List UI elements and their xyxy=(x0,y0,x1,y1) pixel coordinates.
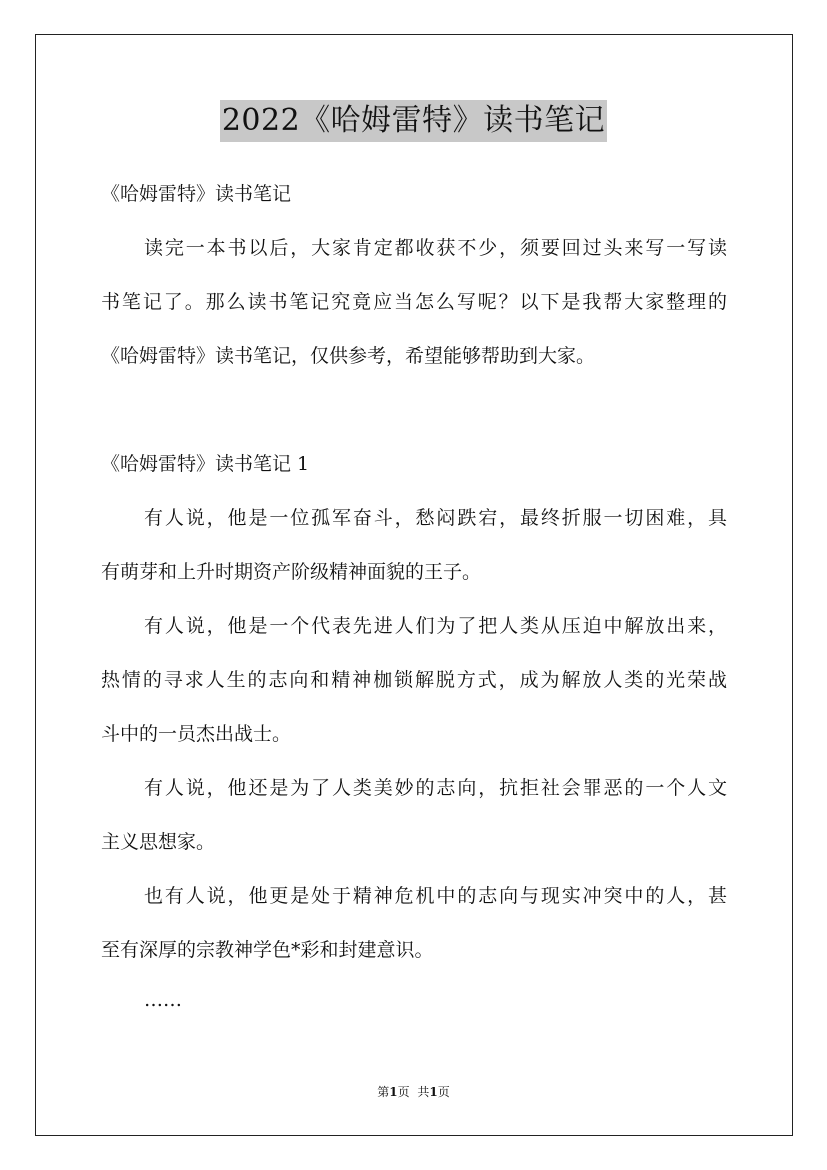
footer-page-number: 1 xyxy=(389,1085,398,1099)
intro-line: 《哈姆雷特》读书笔记，仅供参考，希望能够帮助到大家。 xyxy=(101,345,596,367)
page-footer xyxy=(0,1084,827,1100)
document-title-container xyxy=(0,100,827,142)
footer-total-suffix: 页 xyxy=(437,1085,450,1099)
footer-page-prefix: 第 xyxy=(377,1085,390,1099)
paragraph-line: 斗中的一员杰出战士。 xyxy=(101,723,292,745)
section-heading: 《哈姆雷特》读书笔记 1 xyxy=(101,453,310,475)
footer-page-suffix: 页 xyxy=(397,1085,410,1099)
intro-line: 书笔记了。那么读书笔记究竟应当怎么写呢？以下是我帮大家整理的 xyxy=(101,291,727,313)
paragraph-line: 主义思想家。 xyxy=(101,831,216,853)
paragraph-line: 有萌芽和上升时期资产阶级精神面貌的王子。 xyxy=(101,561,482,583)
intro-line: 读完一本书以后，大家肯定都收获不少，须要回过头来写一写读 xyxy=(144,237,727,259)
paragraph-line: 也有人说，他更是处于精神危机中的志向与现实冲突中的人，甚 xyxy=(144,885,727,907)
document-title: 2022《哈姆雷特》读书笔记 xyxy=(220,100,607,142)
paragraph-line: 至有深厚的宗教神学色*彩和封建意识。 xyxy=(101,939,434,961)
paragraph-line: 有人说，他还是为了人类美妙的志向，抗拒社会罪恶的一个人文 xyxy=(144,777,727,799)
ellipsis: …… xyxy=(144,989,182,1011)
document-subtitle: 《哈姆雷特》读书笔记 xyxy=(101,183,292,205)
paragraph-line: 有人说，他是一个代表先进人们为了把人类从压迫中解放出来， xyxy=(144,615,727,637)
footer-total-prefix: 共 xyxy=(417,1085,430,1099)
paragraph-line: 热情的寻求人生的志向和精神枷锁解脱方式，成为解放人类的光荣战 xyxy=(101,669,727,691)
paragraph-line: 有人说，他是一位孤军奋斗，愁闷跌宕，最终折服一切困难，具 xyxy=(144,507,727,529)
footer-total-number: 1 xyxy=(429,1085,438,1099)
